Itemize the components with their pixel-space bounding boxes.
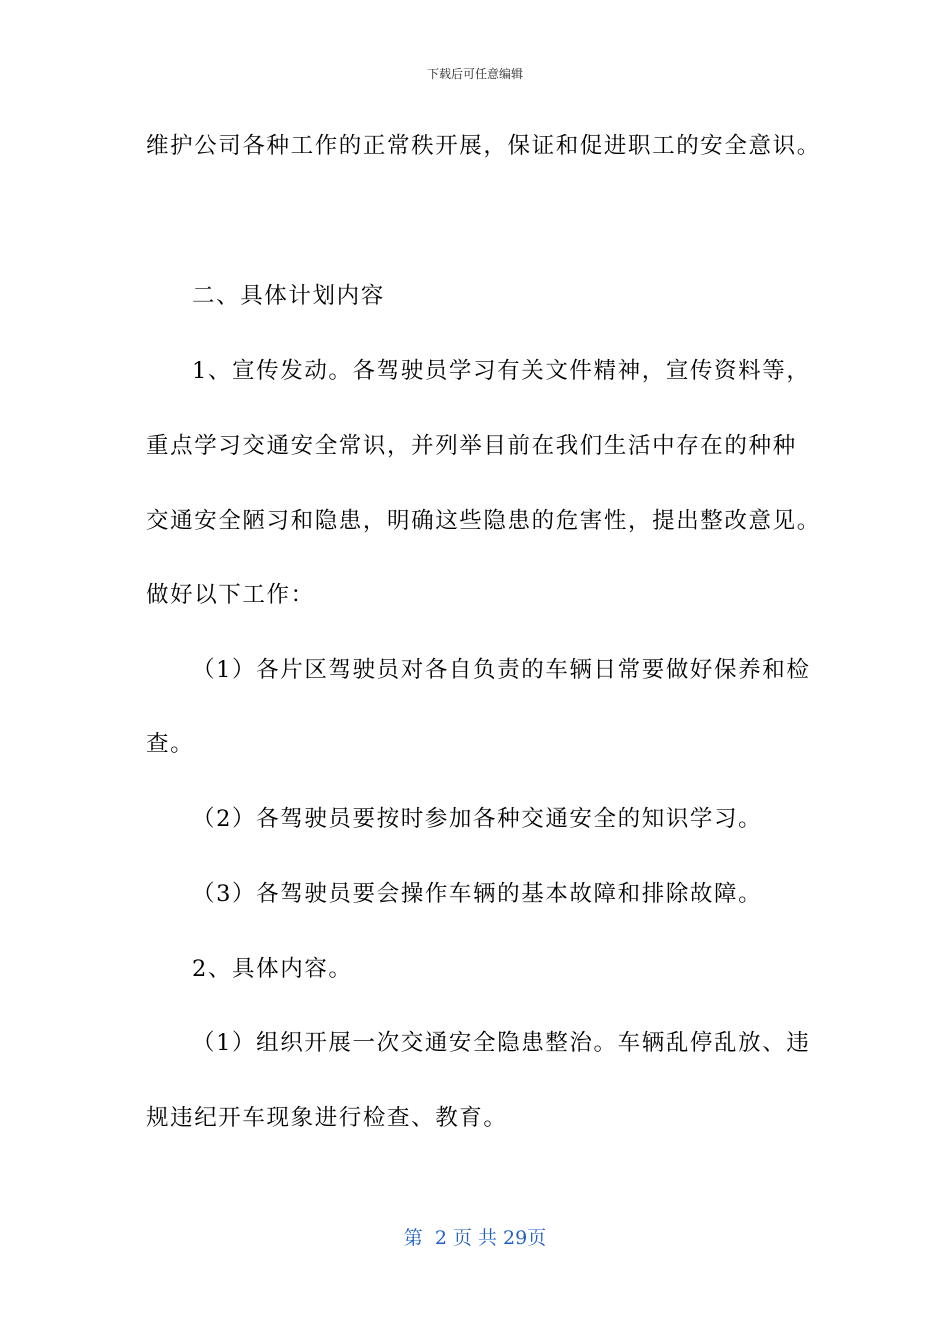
body-line-12: （1）组织开展一次交通安全隐患整治。车辆乱停乱放、违 (192, 1030, 811, 1056)
body-line-4: 重点学习交通安全常识，并列举目前在我们生活中存在的种种 (146, 433, 797, 459)
body-line-6: 做好以下工作： (146, 582, 315, 608)
body-line-7: （1）各片区驾驶员对各自负责的车辆日常要做好保养和检 (192, 657, 811, 683)
body-line-11: 2、具体内容。 (192, 956, 353, 982)
body-line-9: （2）各驾驶员要按时参加各种交通安全的知识学习。 (192, 806, 763, 832)
body-line-3: 1、宣传发动。各驾驶员学习有关文件精神，宣传资料等， (192, 358, 811, 384)
page-number: 第 2 页 共 29页 (403, 1227, 547, 1249)
section-heading: 二、具体计划内容 (192, 283, 385, 309)
body-line-10: （3）各驾驶员要会操作车辆的基本故障和排除故障。 (192, 881, 763, 907)
body-line-1: 维护公司各种工作的正常秩开展，保证和促进职工的安全意识。 (146, 133, 821, 159)
page-header: 下载后可任意编辑 (426, 67, 523, 81)
body-line-13: 规违纪开车现象进行检查、教育。 (146, 1105, 508, 1131)
body-line-5: 交通安全陋习和隐患，明确这些隐患的危害性，提出整改意见。 (146, 508, 821, 534)
body-line-8: 查。 (146, 731, 195, 757)
